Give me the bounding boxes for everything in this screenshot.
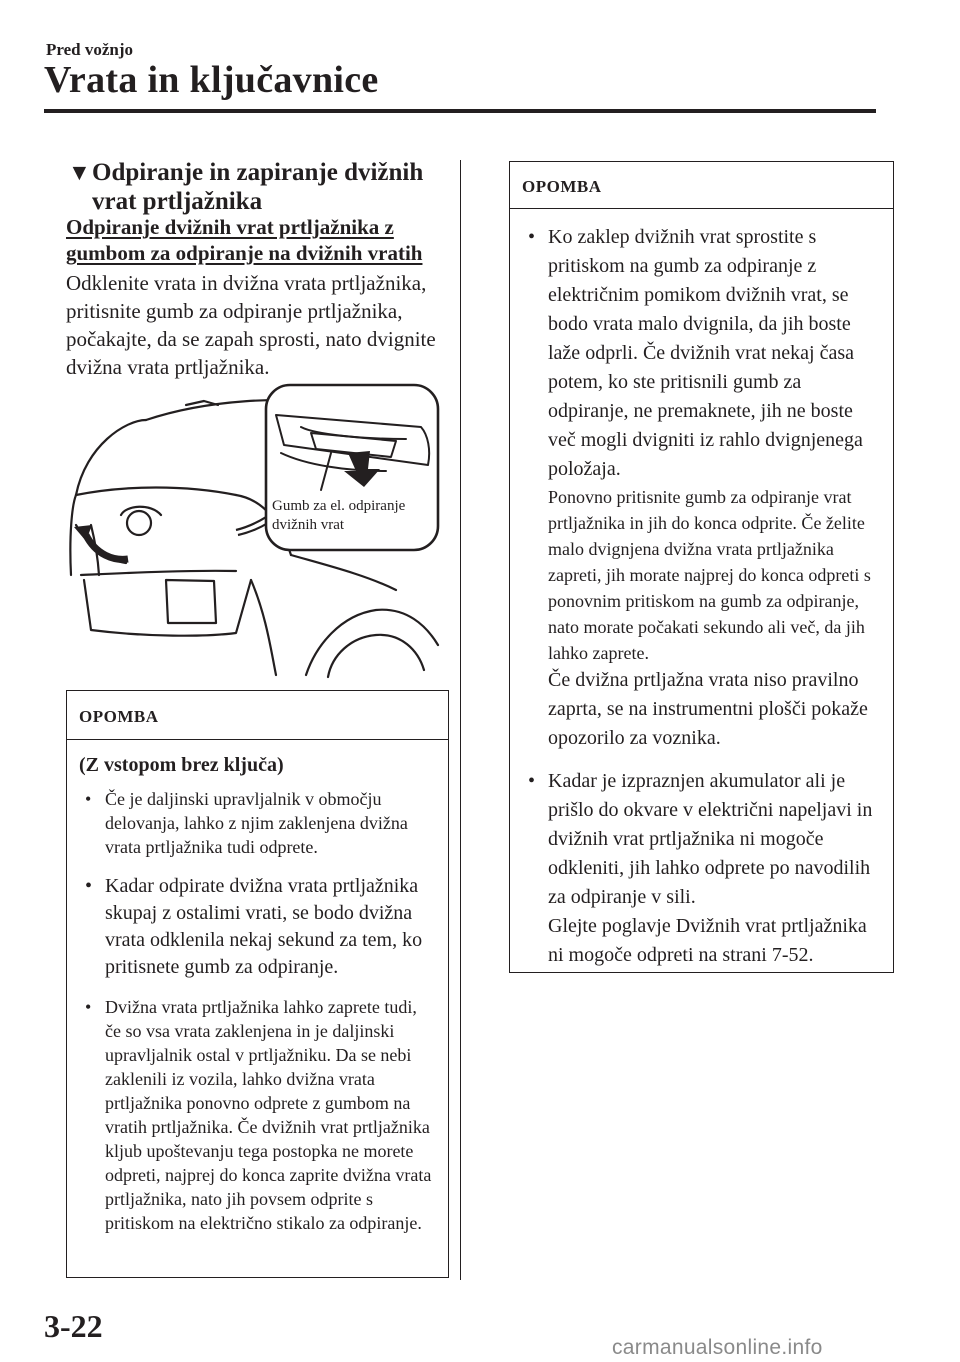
watermark: carmanualsonline.info	[612, 1336, 823, 1359]
column-divider	[460, 160, 461, 1280]
subheading	[66, 214, 456, 266]
note-label: OPOMBA	[67, 691, 448, 740]
bullet-icon: •	[528, 226, 536, 248]
caption-line: dvižnih vrat	[272, 517, 345, 533]
note-item-text: Ponovno pritisnite gumb za odpiranje vrat prtljažnika in jih do konca odprite. Če želite malo dvignjena dvižna vrata prtljažnika zapreti, jih morate najprej do konca odpreti s ponovnim pritiskom na gumb za odpiranje, nato morate počakati sekundo ali več, da jih lahko zaprete.	[548, 487, 871, 663]
figure-caption	[272, 497, 405, 535]
caption-line: Gumb za el. odpiranje	[272, 498, 406, 514]
note-item	[79, 787, 436, 859]
note-item	[79, 995, 436, 1235]
note-item	[79, 873, 436, 981]
note-label: OPOMBA	[510, 162, 893, 209]
note-item-text: Če je daljinski upravljalnik v območju delovanja, lahko z njim zaklenjena dvižna vrata prtljažnika tudi odprete.	[105, 789, 408, 857]
cross-reference: Glejte poglavje Dvižnih vrat prtljažnika ni mogoče odpreti na strani 7-52.	[548, 915, 867, 966]
note-item-text: Ko zaklep dvižnih vrat sprostite s pritiskom na gumb za odpiranje z električnim pomikom dvižnih vrat, se bodo vrata malo dvignila, da jih boste laže odprli. Če dvižnih vrat nekaj časa potem, ko ste pritisnili gumb za odpiranje, ne premaknete, jih ne boste več mogli dvigniti iz rahlo dvignjenega položaja.	[548, 226, 863, 480]
note-box-power-liftgate	[509, 161, 894, 973]
bullet-icon: •	[85, 997, 92, 1017]
section-heading	[68, 158, 448, 216]
note-item-text: Kadar je izpraznjen akumulator ali je prišlo do okvare v električni napeljavi in dvižnih vrat prtljažnika ni mogoče odkleniti, jih lahko odprete po navodilih za odpiranje v sili.	[548, 770, 873, 908]
bullet-icon: •	[85, 875, 93, 897]
note-item	[522, 223, 881, 753]
body-paragraph: Odklenite vrata in dvižna vrata prtljažnika, pritisnite gumb za odpiranje prtljažnika, počakajte, da se zapah sprosti, nato dvignite dvižna vrata prtljažnika.	[66, 271, 436, 379]
header-divider	[44, 109, 876, 113]
section-label: Pred vožnjo	[46, 40, 134, 59]
subheading-text: Odpiranje dvižnih vrat prtljažnika z gumbom za odpiranje na dvižnih vratih	[66, 215, 423, 265]
note-item-text: Če dvižna prtljažna vrata niso pravilno zaprta, se na instrumentni plošči pokaže opozorilo za voznika.	[548, 669, 868, 749]
note-item	[522, 767, 881, 970]
bullet-icon: •	[85, 789, 92, 809]
note-box-keyless	[66, 690, 449, 1278]
note-item-text: Dvižna vrata prtljažnika lahko zaprete tudi, če so vsa vrata zaklenjena in je daljinski upravljalnik ostal v prtljažniku. Da se nebi zaklenili iz vozila, lahko dvižna vrata prtljažnika ponovno odprete z gumbom na vratih prtljažnika. Če dvižnih vrat prtljažnika kljub upoštevanju tega postopka ne morete odpreti, najprej do konca zaprite dvižna vrata prtljažnika, nato jih povsem odprite s pritiskom na električno stikalo za odpiranje.	[105, 997, 432, 1233]
bullet-icon: •	[528, 770, 536, 792]
page-number: 3-22	[44, 1308, 103, 1344]
page-title: Vrata in ključavnice	[44, 59, 379, 101]
section-heading-text: Odpiranje in zapiranje dvižnih vrat prtljažnika	[92, 159, 424, 215]
note-item-text: Kadar odpirate dvižna vrata prtljažnika skupaj z ostalimi vrati, se bodo dvižna vrata odklenila nekaj sekund za tem, ko pritisnete gumb za odpiranje.	[105, 875, 423, 978]
triangle-marker-icon: ▼	[68, 160, 91, 185]
note-subtitle: (Z vstopom brez ključa)	[79, 754, 284, 776]
